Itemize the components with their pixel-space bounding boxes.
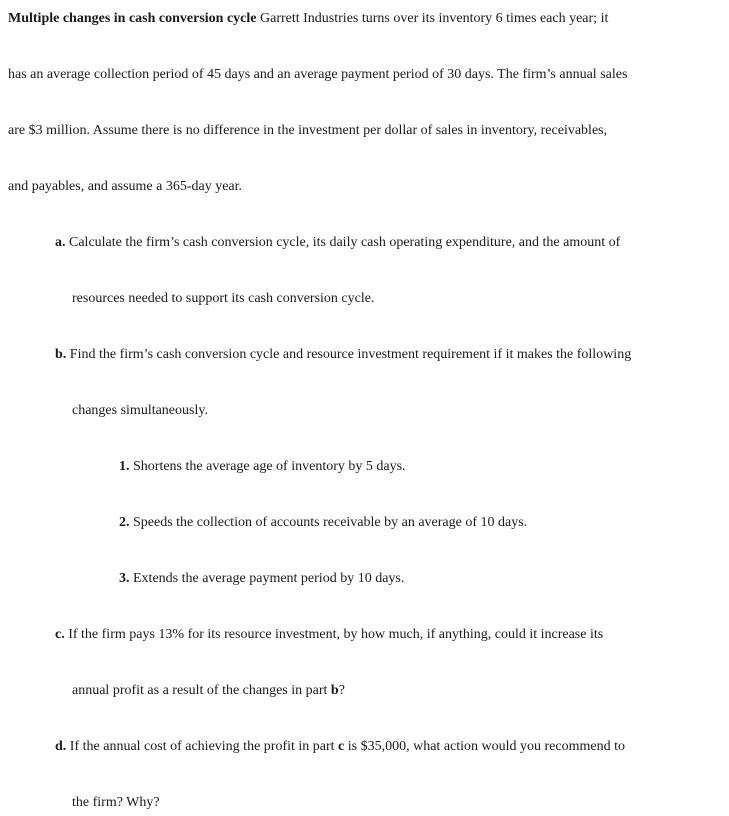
part-b-item-2 (119, 514, 527, 532)
part-b-item-1-label: 1. (119, 459, 130, 474)
intro-line-3: are $3 million. Assume there is no difference in the investment per dollar of sales in inventory, receivables, (8, 123, 608, 138)
part-c-text-2: annual profit as a result of the changes in part (72, 683, 331, 698)
part-b-item-2-label: 2. (119, 515, 130, 530)
part-b-item-1-text: Shortens the average age of inventory by 5 days. (129, 459, 406, 474)
part-d-ref: c (338, 739, 345, 754)
part-b-line-2: changes simultaneously. (72, 403, 208, 418)
part-a-line-1 (55, 234, 620, 252)
part-d-text-2: is $35,000, what action would you recommend to (344, 739, 625, 754)
part-c-line-2 (72, 682, 345, 700)
part-b-line-1 (55, 346, 631, 364)
part-d-label: d. (55, 739, 67, 754)
part-c-ref: b (330, 683, 339, 698)
part-a-text: Calculate the firm’s cash conversion cycle, its daily cash operating expenditure, and the amount of (65, 235, 621, 250)
intro-line-4: and payables, and assume a 365-day year. (8, 179, 243, 194)
intro-line-1 (8, 10, 608, 28)
part-c-line-1 (55, 626, 603, 644)
intro-text: Garrett Industries turns over its inventory 6 times each year; it (256, 11, 609, 26)
part-c-label: c. (55, 627, 65, 642)
part-a-line-2: resources needed to support its cash conversion cycle. (72, 291, 375, 306)
part-b-text: Find the firm’s cash conversion cycle and resource investment requirement if it makes the following (66, 347, 632, 362)
intro-line-2: has an average collection period of 45 days and an average payment period of 30 days. The firm’s annual sales (8, 67, 628, 82)
part-c-text: If the firm pays 13% for its resource investment, by how much, if anything, could it increase its (64, 627, 604, 642)
part-c-text-3: ? (338, 683, 345, 698)
part-b-item-3-text: Extends the average payment period by 10 days. (129, 571, 405, 586)
part-b-item-2-text: Speeds the collection of accounts receivable by an average of 10 days. (129, 515, 528, 530)
part-d-text: If the annual cost of achieving the profit in part (66, 739, 339, 754)
part-b-label: b. (55, 347, 67, 362)
part-d-line-1 (55, 738, 625, 756)
part-a-label: a. (55, 235, 66, 250)
part-b-item-1 (119, 458, 406, 476)
part-b-item-3 (119, 570, 404, 588)
part-b-item-3-label: 3. (119, 571, 130, 586)
part-d-line-2: the firm? Why? (72, 795, 160, 810)
problem-title: Multiple changes in cash conversion cycle (8, 11, 257, 26)
